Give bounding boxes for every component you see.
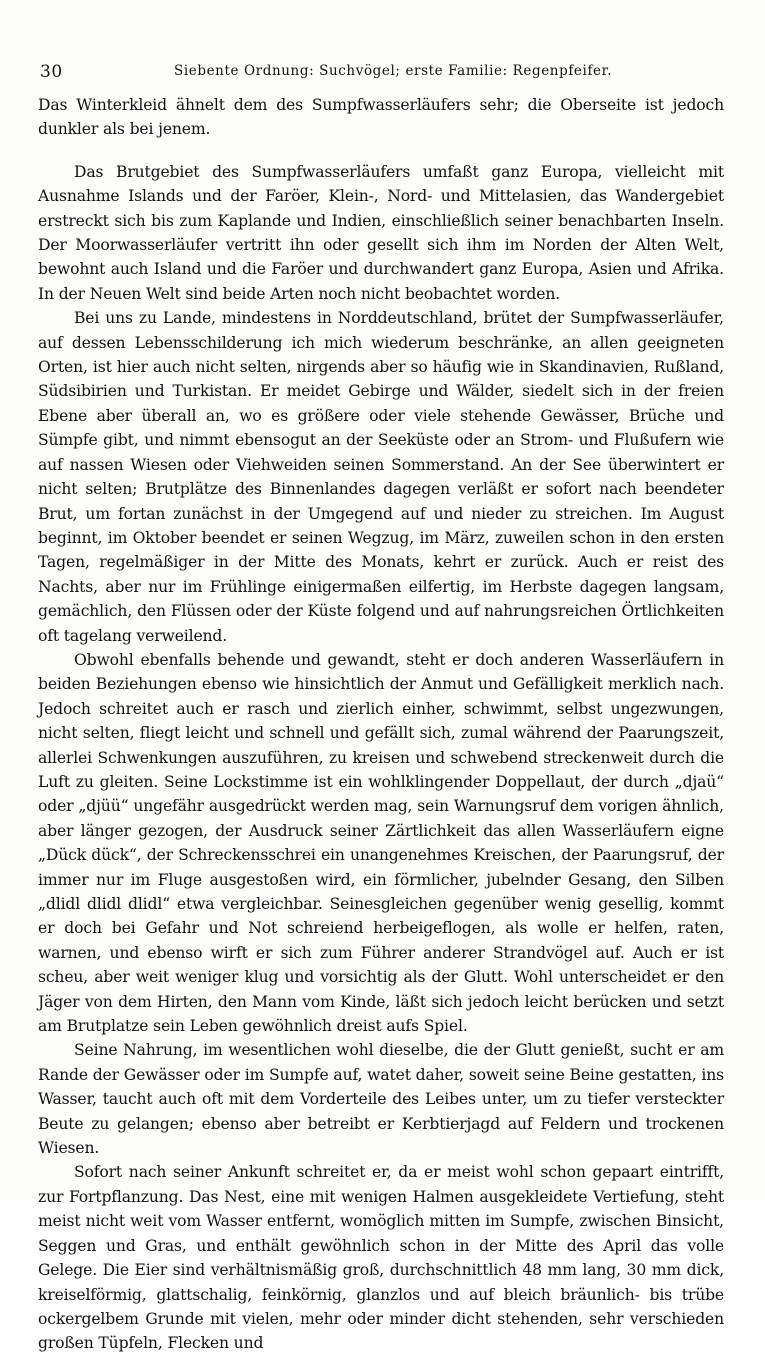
page-number: 30 [40,62,63,82]
paragraph-brutgebiet: Das Brutgebiet des Sumpfwasserläufers umfaßt ganz Europa, vielleicht mit Ausnahme Islands und der Faröer, Klein-, Nord- und Mittelasien, das Wandergebiet erstreckt sich bis zum Kaplande und Indien, einschließlich seiner benachbarten Inseln. Der Moorwasserläufer vertritt ihn oder gesellt sich ihm im Norden der Alten Welt, bewohnt auch Island und die Faröer und durchwandert ganz Europa, Asien und Afrika. In der Neuen Welt sind beide Arten noch nicht beobachtet worden. [38,162,724,303]
paragraph-nahrung: Seine Nahrung, im wesentlichen wohl dieselbe, die der Glutt genießt, sucht er am Rande der Gewässer oder im Sumpfe auf, watet daher, soweit seine Beine gestatten, ins Wasser, taucht auch oft mit dem Vorderteile des Leibes unter, um zu tiefer versteckter Beute zu gelangen; ebenso aber betreibt er Kerbtierjagd auf Feldern und trockenen Wiesen. [38,1041,724,1158]
paragraph-verbreitung-zug: Bei uns zu Lande, mindestens in Norddeutschland, brütet der Sumpfwasserläufer, auf dessen Lebensschilderung ich mich wiederum beschränke, an allen geeigneten Orten, ist hier auch nicht selten, nirgends aber so häufig wie in Skandinavien, Rußland, Südsibirien und Turkistan. Er meidet Gebirge und Wälder, siedelt sich in der freien Ebene aber überall an, wo es größere oder viele stehende Gewässer, Brüche und Sümpfe gibt, und nimmt ebensogut an der Seeküste oder an Strom- und Flußufern wie auf nassen Wiesen oder Viehweiden seinen Sommerstand. An der See überwintert er nicht selten; Brutplätze des Binnenlandes dagegen verläßt er sofort nach beendeter Brut, um fortan zunächst in der Umgegend auf und nieder zu streichen. Im August beginnt, im Oktober beendet er seinen Wegzug, im März, zuweilen schon in den ersten Tagen, regelmäßiger in der Mitte des Monats, kehrt er zurück. Auch er reist des Nachts, aber nur im Frühlinge einigermaßen eilfertig, im Herbste dagegen langsam, gemächlich, den Flüssen oder der Küste folgend und auf nahrungsreichen Örtlichkeiten oft tagelang verweilend. [38,309,724,645]
body-text [38,93,724,1356]
running-title: Siebente Ordnung: Suchvögel; erste Familie: Regenpfeifer. [174,63,613,79]
page-header [36,62,726,86]
paragraph-fortpflanzung: Sofort nach seiner Ankunft schreitet er, da er meist wohl schon gepaart eintrifft, zur Fortpflanzung. Das Nest, eine mit wenigen Halmen ausgekleidete Vertiefung, steht meist nicht weit vom Wasser entfernt, womöglich mitten im Sumpfe, zwischen Binsicht, Seggen und Gras, und enthält gewöhnlich schon in der Mitte des April das volle Gelege. Die Eier sind verhältnismäßig groß, durchschnittlich 48 mm lang, 30 mm dick, kreiselförmig, glattschalig, feinkörnig, glanzlos und auf bleich bräunlich- bis trübe ockergelbem Grunde mit vielen, mehr oder minder dicht stehenden, sehr verschieden großen Tüpfeln, Flecken und [38,1163,724,1353]
paragraph-winterkleid: Das Winterkleid ähnelt dem des Sumpfwasserläufers sehr; die Oberseite ist jedoch dunkler als bei jenem. [38,96,724,139]
paragraph-verhalten-stimme: Obwohl ebenfalls behende und gewandt, steht er doch anderen Wasserläufern in beiden Beziehungen ebenso wie hinsichtlich der Anmut und Gefälligkeit merklich nach. Jedoch schreitet auch er rasch und zierlich einher, schwimmt, selbst ungezwungen, nicht selten, fliegt leicht und schnell und gefällt sich, zumal während der Paarungszeit, allerlei Schwenkungen auszuführen, zu kreisen und schwebend streckenweit durch die Luft zu gleiten. Seine Lockstimme ist ein wohlklingender Doppellaut, der durch „djaü“ oder „djüü“ ungefähr ausgedrückt werden mag, sein Warnungsruf dem vorigen ähnlich, aber länger gezogen, der Ausdruck seiner Zärtlichkeit das allen Wasserläufern eigne „Dück dück“, der Schreckensschrei ein unangenehmes Kreischen, der Paarungsruf, der immer nur im Fluge ausgestoßen wird, ein förmlicher, jubelnder Gesang, den Silben „dlidl dlidl dlidl“ etwa vergleichbar. Seinesgleichen gegenüber wenig gesellig, kommt er doch bei Gefahr und Not schreiend herbeigeflogen, als wolle er helfen, raten, warnen, und ebenso wirft er sich zum Führer anderer Strandvögel auf. Auch er ist scheu, aber weit weniger klug und vorsichtig als der Glutt. Wohl unterscheidet er den Jäger von dem Hirten, den Mann vom Kinde, läßt sich jedoch leicht berücken und setzt am Brutplatze sein Leben gewöhnlich dreist aufs Spiel. [38,650,724,1036]
